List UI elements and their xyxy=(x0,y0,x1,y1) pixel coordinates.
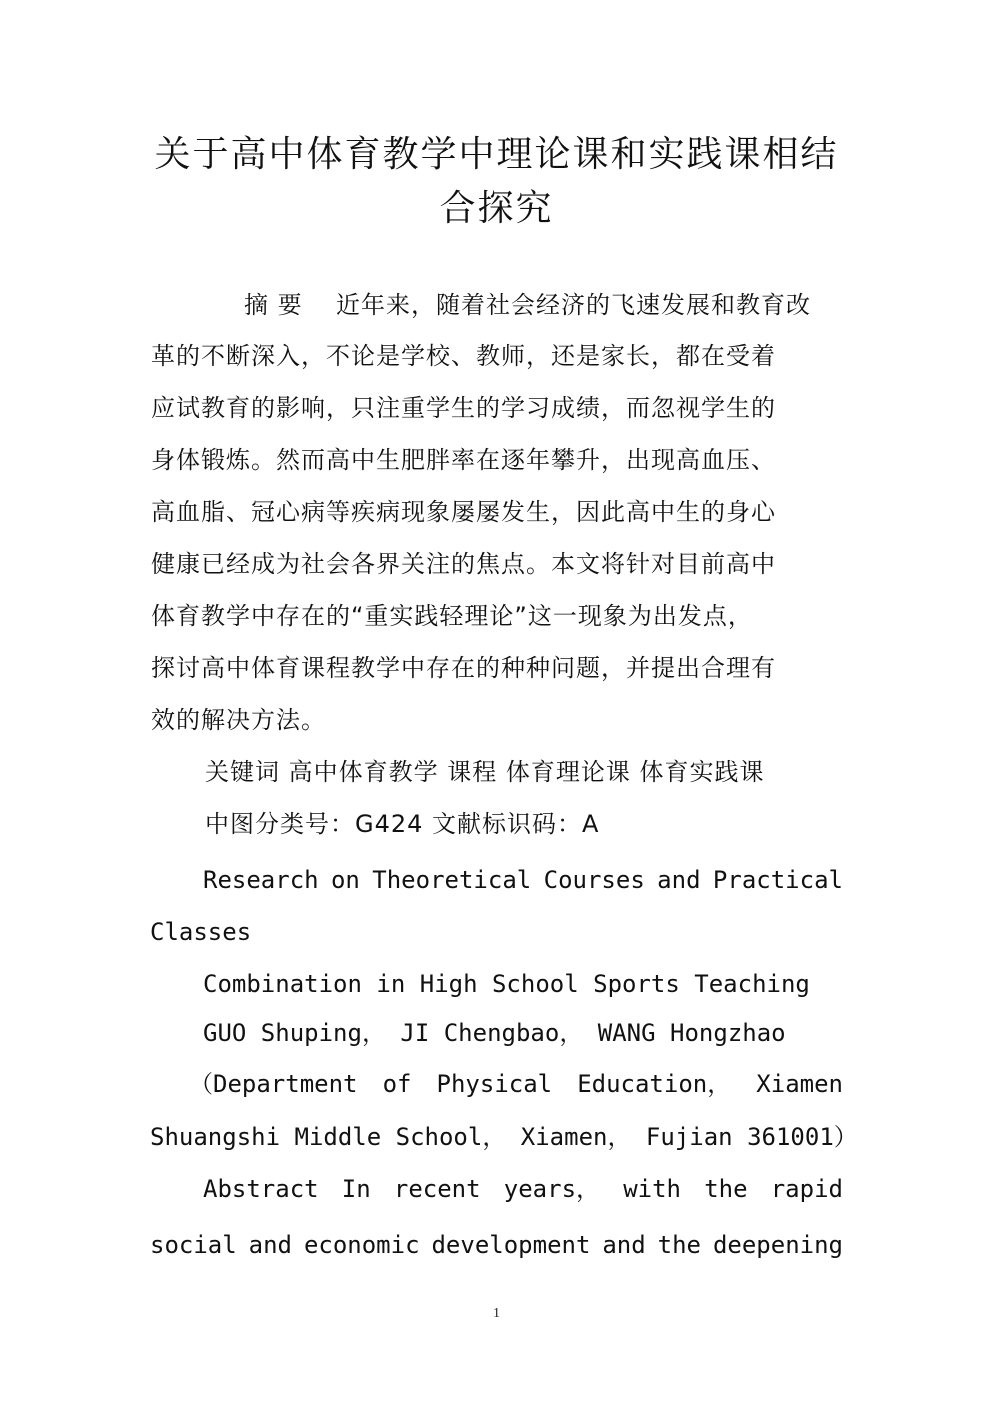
abstract-cn-line-7: 体育教学中存在的“重实践轻理论”这一现象为出发点， xyxy=(151,602,753,630)
english-abstract-word: years， xyxy=(503,1175,601,1203)
english-abstract-word: deepening xyxy=(712,1231,843,1259)
authors-line: GUO Shuping， JI Chengbao， WANG Hongzhao xyxy=(203,1019,786,1047)
english-abstract-word: rapid xyxy=(770,1175,843,1203)
affiliation-line-2: Shuangshi Middle School， Xiamen， Fujian 361001） xyxy=(150,1123,858,1151)
english-abstract-word: Abstract xyxy=(203,1175,319,1203)
english-abstract-word: with xyxy=(623,1175,681,1203)
english-abstract-word: development xyxy=(431,1231,591,1259)
english-abstract-word: In xyxy=(341,1175,371,1203)
english-title-line-3: Combination in High School Sports Teaching xyxy=(203,970,810,998)
abstract-cn-line-5: 高血脂、冠心病等疾病现象屡屡发生，因此高中生的身心 xyxy=(151,498,776,526)
affiliation-word: Education， xyxy=(577,1070,732,1098)
abstract-label: 摘 要 xyxy=(244,291,303,319)
english-title-word: on xyxy=(330,866,360,894)
affiliation-word: of xyxy=(382,1070,412,1098)
document-title-line-1: 关于高中体育教学中理论课和实践课相结 xyxy=(154,134,839,175)
abstract-cn-line-1: 近年来，随着社会经济的飞速发展和教育改 xyxy=(336,291,811,319)
english-abstract-word: recent xyxy=(393,1175,481,1203)
affiliation-word: （Department xyxy=(189,1070,358,1098)
keywords-line: 关键词 高中体育教学 课程 体育理论课 体育实践课 xyxy=(205,758,765,786)
abstract-cn-line-2: 革的不断深入，不论是学校、教师，还是家长，都在受着 xyxy=(151,342,776,370)
english-title-word: Theoretical xyxy=(372,866,532,894)
affiliation-word: Xiamen xyxy=(756,1070,843,1098)
abstract-cn-line-6: 健康已经成为社会各界关注的焦点。本文将针对目前高中 xyxy=(151,550,776,578)
english-title-word: Practical xyxy=(712,866,843,894)
english-title-word: and xyxy=(657,866,701,894)
page-number: 1 xyxy=(493,1306,500,1321)
english-abstract-word: the xyxy=(704,1175,748,1203)
english-title-word: Research xyxy=(203,866,319,894)
english-abstract-line-1 xyxy=(203,1177,843,1201)
document-title-line-2: 合探究 xyxy=(439,188,554,229)
abstract-cn-line-4: 身体锻炼。然而高中生肥胖率在逐年攀升，出现高血压、 xyxy=(151,446,776,474)
abstract-cn-line-9: 效的解决方法。 xyxy=(151,706,326,734)
classification-line: 中图分类号：G424 文献标识码：A xyxy=(205,810,600,838)
affiliation-word: Physical xyxy=(436,1070,553,1098)
english-abstract-word: and xyxy=(248,1231,292,1259)
abstract-cn-line-8: 探讨高中体育课程教学中存在的种种问题，并提出合理有 xyxy=(151,654,776,682)
english-abstract-word: and xyxy=(602,1231,646,1259)
english-abstract-word: economic xyxy=(303,1231,420,1259)
english-title-line-1 xyxy=(203,868,843,892)
affiliation-line-1 xyxy=(189,1072,843,1096)
english-abstract-line-2 xyxy=(150,1233,843,1257)
english-title-word: Courses xyxy=(543,866,645,894)
abstract-cn-line-3: 应试教育的影响，只注重学生的学习成绩，而忽视学生的 xyxy=(151,394,776,422)
english-abstract-word: the xyxy=(657,1231,702,1259)
english-title-line-2: Classes xyxy=(150,918,252,946)
english-abstract-word: social xyxy=(150,1231,237,1259)
